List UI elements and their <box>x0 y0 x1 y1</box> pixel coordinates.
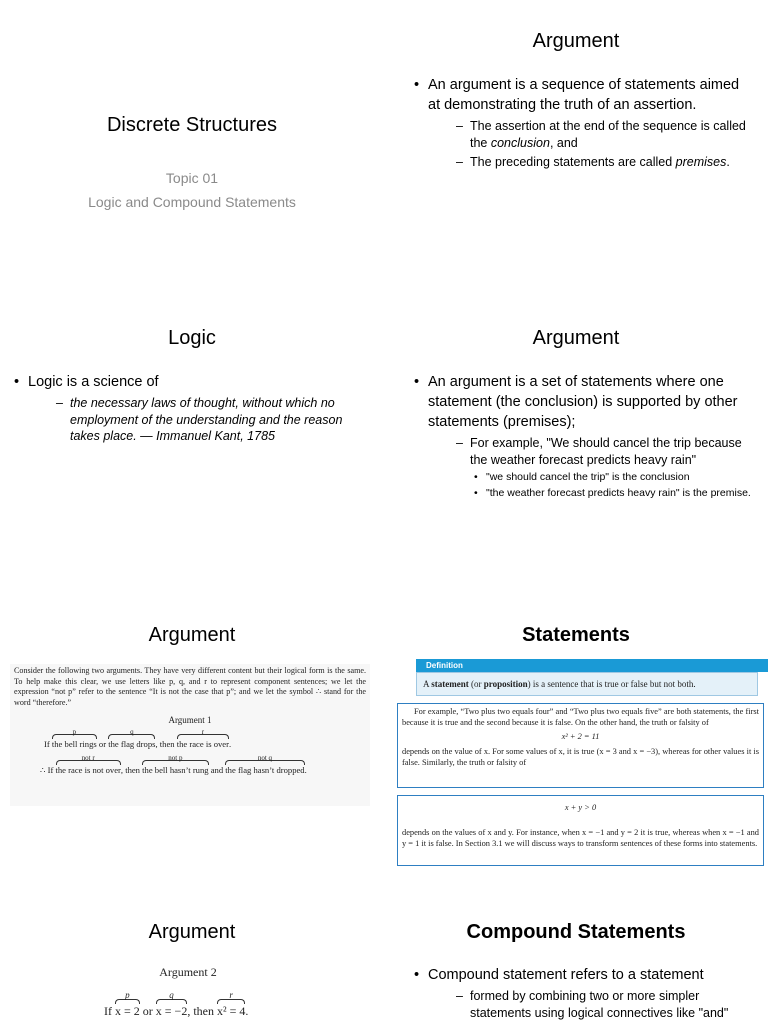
text: . <box>304 765 307 776</box>
example-text: For example, “Two plus two equals four” and “Two plus two equals five” are both statements, the first because it is true and the second because it is false. On the other hand, the truth or falsity of <box>402 707 759 727</box>
text: , then <box>187 1004 217 1018</box>
brace-label: q <box>169 990 174 1000</box>
brace-text: the bell hasn’t rung <box>142 765 209 776</box>
argument-1-premise <box>10 728 370 750</box>
brace-label: p <box>125 990 130 1000</box>
text: and <box>208 765 226 776</box>
kant-quote: – the necessary laws of thought, without which no employment of the understanding and the reason takes place. — Immanuel Kant, 1785 <box>42 395 365 445</box>
slide-heading: Statements <box>522 624 630 646</box>
bullet-text: Logic is a science of <box>28 374 159 390</box>
term-proposition: proposition <box>483 679 528 689</box>
bullet-item <box>410 965 755 1021</box>
bullet-list <box>410 372 755 500</box>
sub-bullet-text-end: . <box>726 155 730 169</box>
sub-bullet <box>442 118 750 151</box>
text: . <box>229 739 232 750</box>
excerpt-paragraph: Consider the following two arguments. They have very different content but their logical form is the same. To help make this clear, we use letters like p, q, and r to represent component sentences; we let the expression “not p” refer to the sentence “It is not the case that p”; and we let the symbol ∴ stand for the word “therefore.” <box>14 666 366 707</box>
slide-argument-1 <box>384 0 768 297</box>
overbrace-not-q <box>225 754 305 776</box>
bullet-list <box>410 965 755 1021</box>
argument-2-premise <box>104 990 249 1019</box>
slide-heading: Logic <box>168 327 216 349</box>
text: , then <box>155 739 177 750</box>
formula: x + y > 0 <box>564 803 597 812</box>
overbrace-r <box>176 728 232 750</box>
brace-label: not p <box>168 754 183 763</box>
overbrace-r <box>217 990 246 1019</box>
bullet-item <box>410 372 755 500</box>
text: If <box>104 1004 115 1018</box>
sub-sub-bullet-conclusion: • "we should cancel the trip" is the conclusion <box>468 470 755 484</box>
bullet-item <box>410 75 750 171</box>
overbrace-q <box>155 990 188 1019</box>
sub-sub-bullet-premise: • "the weather forecast predicts heavy rain" is the premise. <box>468 486 755 500</box>
argument-1-conclusion <box>10 754 370 776</box>
argument-2-heading: Argument 2 <box>159 965 217 979</box>
brace-text: the bell rings <box>51 739 97 750</box>
brace-label: q <box>130 728 134 737</box>
example-box-1 <box>397 703 764 788</box>
overbrace-q <box>108 728 156 750</box>
emphasis-conclusion: conclusion <box>490 135 550 150</box>
slide-heading: Argument <box>532 30 620 52</box>
brace-text: the flag drops <box>108 739 156 750</box>
sub-bullet <box>442 154 750 171</box>
brace-text: the flag hasn’t dropped <box>225 765 305 776</box>
brace-label: r <box>229 990 233 1000</box>
text: (or <box>468 679 484 689</box>
overbrace-p <box>115 990 140 1019</box>
definition-header: Definition <box>416 659 768 672</box>
brace-label: not q <box>257 754 273 763</box>
sub-bullet: – For example, "We should cancel the trip because the weather forecast predicts heavy rain" <box>442 435 755 468</box>
sub-bullet-text: The assertion at the end of the sequence is called the <box>470 119 746 150</box>
slide-subtitle-topic: Topic 01 <box>165 170 219 186</box>
text: ∴ If <box>40 765 56 776</box>
definition-body <box>416 672 758 696</box>
slide-argument-2 <box>384 297 768 594</box>
text: If <box>44 739 52 750</box>
example-box-2 <box>397 795 764 866</box>
brace-label: p <box>72 728 77 737</box>
slide-argument-3 <box>0 594 384 891</box>
example-text: depends on the value of x. For some values of x, it is true (x = 3 and x = −3), whereas for other values it is false. Similarly, the truth or falsity of <box>402 747 759 767</box>
overbrace-not-p <box>142 754 209 776</box>
slide-statements <box>384 594 768 891</box>
text: , then <box>120 765 143 776</box>
example-text: depends on the values of x and y. For instance, when x = −1 and y = 2 it is true, whereas when x = −1 and y = 1 it is false. In Section 3.1 we will discuss ways to transform sentences of these forms into statements. <box>402 828 759 848</box>
sub-bullet: – formed by combining two or more simpler statements using logical connectives like "and" <box>442 988 755 1021</box>
emphasis-premises: premises <box>675 155 727 169</box>
slide-logic <box>0 297 384 594</box>
bullet-text: An argument is a set of statements where one statement (the conclusion) is supported by other statements (premises); <box>428 374 738 430</box>
slide-title-heading: Discrete Structures <box>106 114 278 136</box>
brace-label: not r <box>81 754 95 763</box>
bullet-list <box>410 75 750 171</box>
brace-text: x = −2 <box>155 1004 188 1018</box>
sub-bullet-text: The preceding statements are called <box>470 155 676 169</box>
term-statement: statement <box>431 679 469 689</box>
argument-1-heading: Argument 1 <box>168 715 212 726</box>
brace-text: the race is over <box>176 739 229 750</box>
overbrace-p <box>51 728 97 750</box>
brace-label: r <box>201 728 205 737</box>
slide-title <box>0 0 384 297</box>
slide-subtitle-name: Logic and Compound Statements <box>88 194 296 210</box>
slide-compound-statements <box>384 891 768 1024</box>
bullet-list <box>10 372 365 445</box>
brace-text: x² = 4 <box>217 1004 246 1018</box>
brace-text: the race is not over <box>55 765 121 776</box>
slide-heading: Argument <box>148 624 236 646</box>
text: . <box>245 1004 249 1018</box>
slide-heading: Compound Statements <box>466 921 686 943</box>
slide-heading: Argument <box>532 327 620 349</box>
bullet-text: An argument is a sequence of statements aimed at demonstrating the truth of an assertion. <box>428 77 740 113</box>
bullet-text: Compound statement refers to a statement <box>428 967 704 983</box>
text: or <box>139 1004 156 1018</box>
formula: x² + 2 = 11 <box>561 732 600 741</box>
textbook-excerpt <box>10 664 370 806</box>
slide-heading: Argument <box>148 921 236 943</box>
text: ) is a sentence that is true or false but not both. <box>527 679 696 689</box>
text: A <box>423 679 432 689</box>
sub-bullet-text-end: , and <box>549 135 578 150</box>
slide-argument-4 <box>0 891 384 1024</box>
bullet-item <box>10 372 365 445</box>
brace-text: x = 2 <box>115 1004 140 1018</box>
overbrace-not-r <box>55 754 121 776</box>
text: or <box>96 739 109 750</box>
